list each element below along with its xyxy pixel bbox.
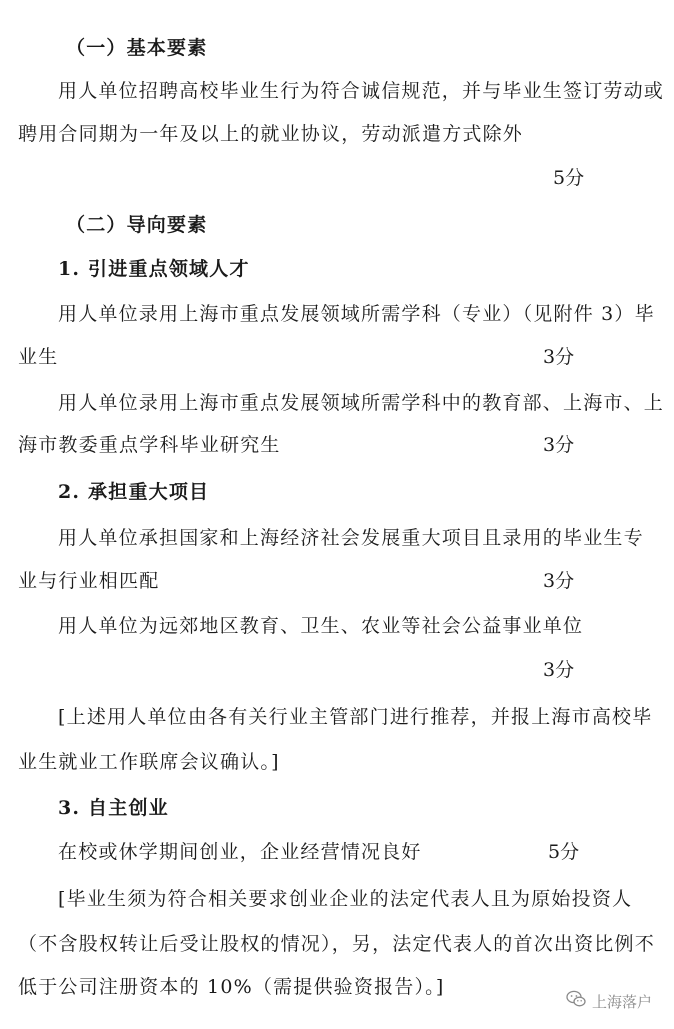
item2-a-line: 业与行业相匹配: [18, 570, 160, 592]
item3-score: 5分: [548, 841, 580, 863]
item3-heading: 3. 自主创业: [58, 797, 169, 819]
watermark: [566, 990, 652, 1012]
item2-b-line: 用人单位为远郊地区教育、卫生、农业等社会公益事业单位: [58, 615, 584, 637]
item1-a-line: 业生: [18, 346, 59, 368]
item2-b-score: 3分: [543, 659, 575, 681]
item2-heading: 2. 承担重大项目: [58, 481, 210, 503]
wechat-icon: [566, 990, 586, 1012]
section1-paragraph-line: 聘用合同期为一年及以上的就业协议，劳动派遣方式除外: [18, 123, 524, 145]
note2-line: （不含股权转让后受让股权的情况），另，法定代表人的首次出资比例不: [18, 933, 655, 955]
section1-score: 5分: [553, 167, 585, 189]
item1-b-line: 海市教委重点学科毕业研究生: [18, 434, 281, 456]
note2-line: [毕业生须为符合相关要求创业企业的法定代表人且为原始投资人: [58, 888, 633, 910]
section1-heading: （一）基本要素: [66, 37, 208, 59]
item1-a-line: 用人单位录用上海市重点发展领域所需学科（专业）（见附件 3）毕: [58, 303, 655, 325]
item3-line: 在校或休学期间创业，企业经营情况良好: [58, 841, 422, 863]
item1-b-score: 3分: [543, 434, 575, 456]
note1-line: 业生就业工作联席会议确认。]: [18, 751, 280, 773]
item1-heading: 1. 引进重点领域人才: [58, 258, 250, 280]
note2-line: 低于公司注册资本的 10%（需提供验资报告）。]: [18, 976, 445, 998]
item1-a-score: 3分: [543, 346, 575, 368]
item2-a-score: 3分: [543, 570, 575, 592]
note1-line: [上述用人单位由各有关行业主管部门进行推荐，并报上海市高校毕: [58, 706, 653, 728]
watermark-text: 上海落户: [591, 992, 652, 1011]
section2-heading: （二）导向要素: [66, 214, 208, 236]
item1-b-line: 用人单位录用上海市重点发展领域所需学科中的教育部、上海市、上: [58, 392, 665, 414]
section1-paragraph-line: 用人单位招聘高校毕业生行为符合诚信规范，并与毕业生签订劳动或: [58, 80, 665, 102]
item2-a-line: 用人单位承担国家和上海经济社会发展重大项目且录用的毕业生专: [58, 527, 644, 549]
